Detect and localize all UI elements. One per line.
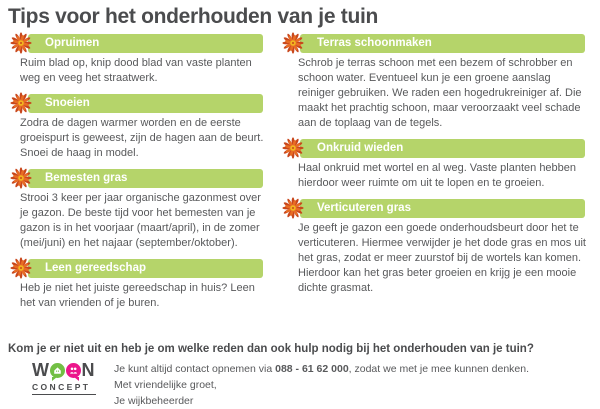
woonconcept-logo [32,361,100,395]
logo-word [32,361,100,379]
section-heading: Bemesten gras [45,172,128,184]
section-body: Haal onkruid met wortel en al weg. Vaste planten hebben hierdoor weer ruimte om uit te lopen en te groeien. [298,162,577,189]
logo-pin-house [50,363,65,378]
section-body: Strooi 3 keer per jaar organische gazonmest over je gazon. De beste tijd voor het bemesten van je gazon is in het voorjaar (maart/april), in de zomer (mei/juni) en het najaar (september/oktober). [20,192,261,249]
phone-number: 088 - 61 62 000 [275,363,349,375]
section-heading: Opruimen [45,37,100,49]
contact-block [114,361,529,409]
page-title: Tips voor het onderhouden van je tuin [8,5,379,28]
section-heading: Snoeien [45,97,90,109]
dahlia-flower-icon [10,257,32,279]
footer-row [8,361,592,409]
dahlia-flower-icon [10,167,32,189]
tips-columns [8,34,592,319]
dahlia-flower-icon [10,92,32,114]
section-heading: Leen gereedschap [45,262,146,274]
dahlia-flower-icon [282,197,304,219]
tip-section [8,169,268,251]
logo-pin-people [66,363,81,378]
house-icon [53,366,62,375]
section-body: Ruim blad op, knip dood blad van vaste planten weg en veeg het straatwerk. [20,57,252,84]
column-right [288,34,592,319]
section-body: Zodra de dagen warmer worden en de eerste groeispurt is geweest, zijn de hagen aan de beurt. Snoei de haag in model. [20,117,264,159]
section-banner [300,199,585,218]
logo-letter-w: W [32,360,50,380]
section-banner [28,94,263,113]
tip-section [8,259,268,311]
signature-line: Je wijkbeheerder [114,395,194,407]
section-banner [28,34,263,53]
dahlia-flower-icon [282,137,304,159]
people-icon [69,366,78,375]
contact-suffix: , zodat we met je mee kunnen denken. [348,363,530,375]
section-banner [300,139,585,158]
contact-line [114,361,529,377]
section-body: Schrob je terras schoon met een bezem of schrobber en schoon water. Eventueel kun je een groene aanslag reiniger gebruiken. We raden een hogedrukreiniger af. Die maakt het prachtig schoon, maar veroorzaakt veel schade aan de toplaag van de tegels. [298,57,582,129]
tip-section [288,139,592,191]
section-heading: Verticuteren gras [317,202,411,214]
section-body: Heb je niet het juiste gereedschap in huis? Leen het van vrienden of je buren. [20,282,255,309]
tip-section [288,34,592,131]
section-heading: Terras schoonmaken [317,37,432,49]
footer-question: Kom je er niet uit en heb je om welke reden dan ook hulp nodig bij het onderhouden van je tuin? [8,343,534,355]
logo-letter-n: N [81,360,95,380]
section-banner [28,169,263,188]
section-banner [28,259,263,278]
section-body: Je geeft je gazon een goede onderhoudsbeurt door het te verticuteren. Hiermee verwijder je het dode gras en mos uit het gras, zodat er meer zuurstof bij de wortels kan komen. Hierdoor kan het gras beter groeien en krijg je een mooie dichte grasmat. [298,222,586,294]
tip-section [288,199,592,296]
tip-section [8,34,268,86]
footer [8,343,592,409]
column-left [8,34,268,319]
logo-subtext: CONCEPT [32,382,96,395]
contact-prefix: Je kunt altijd contact opnemen via [114,363,276,375]
section-banner [300,34,585,53]
section-heading: Onkruid wieden [317,142,404,154]
greeting-line: Met vriendelijke groet, [114,379,217,391]
tip-section [8,94,268,161]
dahlia-flower-icon [282,32,304,54]
dahlia-flower-icon [10,32,32,54]
